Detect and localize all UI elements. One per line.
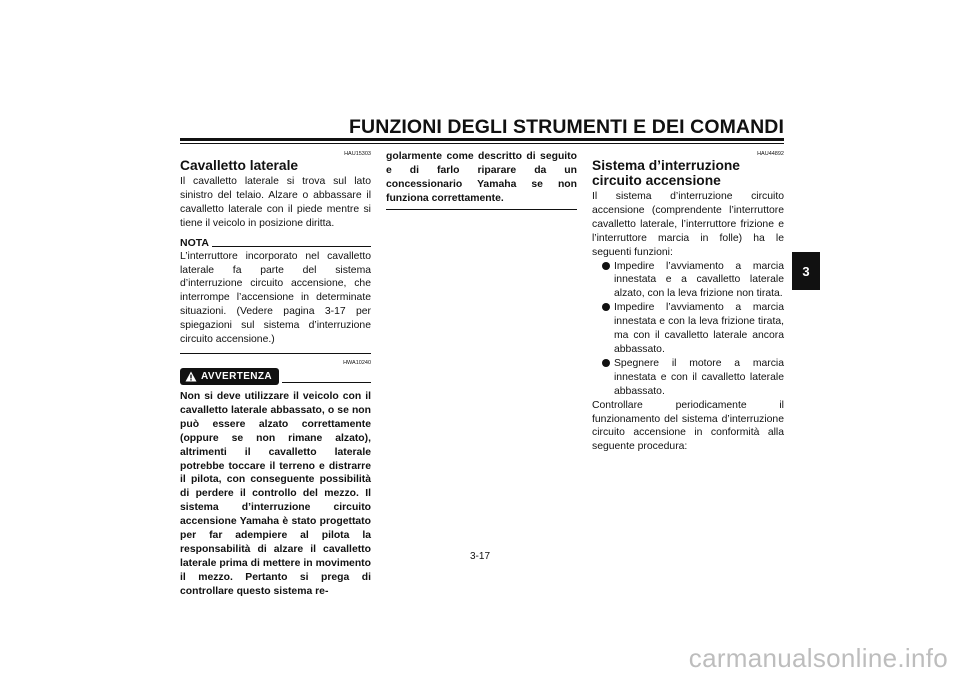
column-2 (386, 150, 577, 210)
section-title-side-stand: Cavalletto laterale (180, 158, 299, 173)
side-stand-paragraph: Il cavalletto laterale si trova sul lato sinistro del telaio. Alzare o abbassare il cavalletto laterale con il piede mentre si tiene il veicolo in posizione diritta. (180, 176, 371, 229)
note-rule (212, 246, 371, 247)
header-rule-thin (180, 143, 784, 144)
page-header-title: FUNZIONI DEGLI STRUMENTI E DEI COMANDI (349, 116, 784, 138)
section-code: HAU15303 (344, 151, 371, 157)
section-title-ignition-cutoff: Sistema d’interruzione circuito accensione (592, 158, 740, 188)
note-end-rule (180, 353, 371, 354)
note-text: L’interruttore incorporato nel cavalletto laterale fa parte del sistema d’interruzione circuito accensione, che interrompe l’accensione in determinate situazioni. (Vedere pagina 3-17 per spiegazioni sul sistema d’interruzione circuito accensione.) (180, 250, 371, 346)
warning-code: HWA10240 (343, 359, 371, 366)
warning-text: Non si deve utilizzare il veicolo con il cavalletto laterale abbassato, o se non può essere alzato correttamente (oppure se non rimane alzato), altrimenti il cavalletto laterale potrebbe toccare il terreno e distrarre il pilota, con conseguente possibilità di perdere il controllo del mezzo. Il sistema d’interruzione circuito accensione Yamaha è stato progettato per far adempiere al pilota la responsabilità di alzare il cavalletto laterale prima di mettere in movimento il mezzo. Pertanto si prega di controllare questo sistema re- (180, 390, 371, 597)
warning-text-continued: golarmente come descritto di seguito e di farlo riparare da un concessionario Yamaha se non funziona correttamente. (386, 151, 577, 204)
note-header (180, 237, 371, 250)
bullet-icon (602, 262, 610, 270)
ignition-outro: Controllare periodicamente il funzionamento del sistema d’interruzione circuito accensione in conformità alla seguente procedura: (592, 399, 784, 453)
watermark: carmanualsonline.info (688, 643, 948, 673)
section-code: HAU44892 (757, 151, 784, 157)
header-rule (180, 138, 784, 141)
note-label: NOTA (180, 236, 209, 249)
page-number: 3-17 (469, 551, 490, 562)
warning-triangle-icon (185, 371, 197, 382)
column-1 (180, 150, 371, 599)
ignition-intro: Il sistema d’interruzione circuito accensione (comprendente l’interruttore cavalletto laterale, l’interruttore frizione e l’interruttore marcia in folle) ha le seguenti funzioni: (592, 191, 784, 258)
ignition-functions-list (592, 260, 784, 399)
warning-end-rule (386, 209, 577, 210)
warning-label: AVVERTENZA (201, 370, 273, 382)
list-item: Impedire l’avviamento a marcia innestata e con la leva frizione tirata, ma con il cavalletto laterale ancora abbassato. (592, 301, 784, 357)
warning-badge (180, 368, 279, 385)
list-item: Impedire l’avviamento a marcia innestata e a cavalletto laterale alzato, con la leva frizione non tirata. (592, 260, 784, 302)
chapter-tab: 3 (792, 252, 820, 290)
warning-rule (282, 382, 371, 383)
column-3 (592, 150, 784, 454)
list-item: Spegnere il motore a marcia innestata e con il cavalletto laterale abbassato. (592, 357, 784, 399)
bullet-icon (602, 359, 610, 367)
bullet-icon (602, 303, 610, 311)
warning-header (180, 368, 371, 385)
